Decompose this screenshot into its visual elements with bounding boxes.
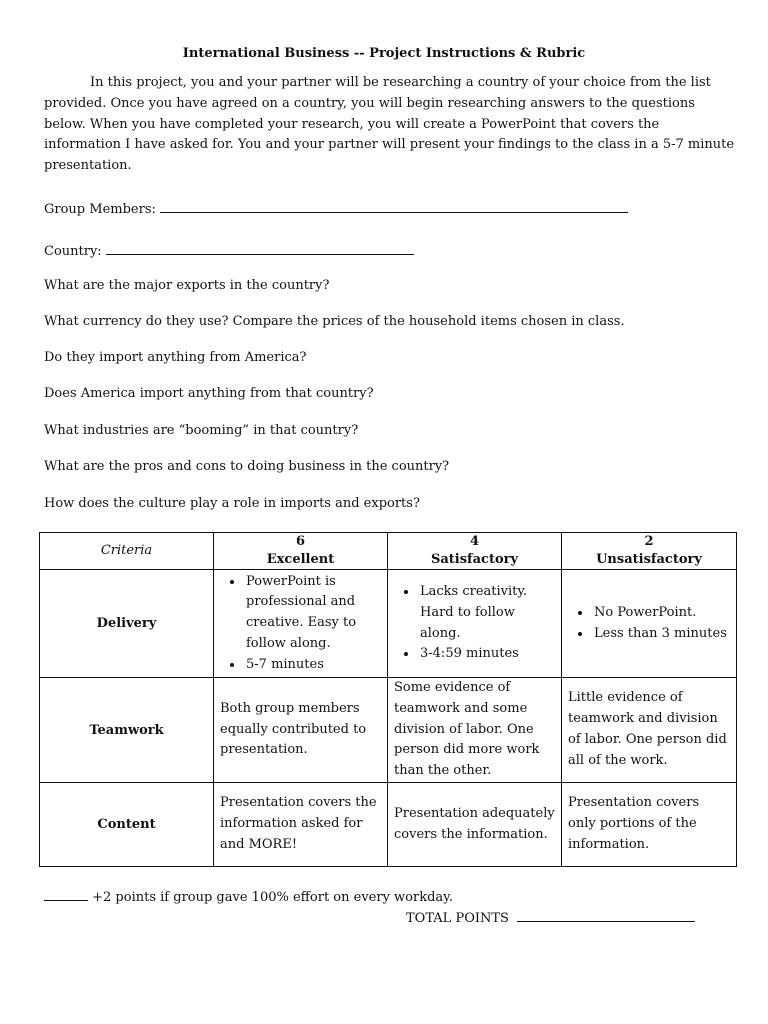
question-pros-cons: What are the pros and cons to doing business in the country? [44,459,450,474]
group-members-blank[interactable] [160,200,628,213]
group-members-label: Group Members: [44,202,156,217]
group-members-field [44,200,628,217]
total-points-blank[interactable] [517,909,695,922]
row-label-teamwork: Teamwork [40,678,214,783]
question-currency: What currency do they use? Compare the prices of the household items chosen in class. [44,314,625,329]
column-points: 2 [644,534,654,549]
list-item: • Less than 3 minutes [592,624,730,645]
country-blank[interactable] [106,242,414,255]
column-label: Unsatisfactory [596,552,702,567]
delivery-excellent-cell [214,570,388,678]
rubric-header-row [40,533,737,570]
question-industries: What industries are “booming” in that country? [44,423,359,438]
total-points-line [406,909,695,926]
column-points: 4 [469,534,480,549]
country-field [44,242,414,259]
bonus-points-line [44,888,453,905]
intro-line: below. When you have completed your research, you will create a PowerPoint that covers the [44,116,660,132]
bonus-points-blank[interactable] [44,888,88,901]
question-america-imports: Does America import anything from that country? [44,386,374,401]
question-exports: What are the major exports in the country? [44,278,330,293]
teamwork-unsatisfactory-cell: Little evidence of teamwork and division of labor. One person did all of the work. [562,678,737,783]
column-header-unsatisfactory [562,533,737,570]
column-label: Satisfactory [430,552,519,567]
rubric-row-content [40,783,737,867]
list-item: • Lacks creativity. Hard to follow along. [418,582,555,644]
list-item: • No PowerPoint. [592,603,730,624]
bonus-points-text: +2 points if group gave 100% effort on every workday. [92,890,453,905]
column-header-excellent [214,533,388,570]
rubric-row-teamwork [40,678,737,783]
intro-paragraph [44,73,734,177]
total-points-label: TOTAL POINTS [406,911,509,926]
country-label: Country: [44,244,102,259]
criteria-header: Criteria [40,533,214,570]
list-item: • PowerPoint is professional and creative. Easy to follow along. [244,572,381,655]
column-header-satisfactory [388,533,562,570]
row-label-content: Content [40,783,214,867]
intro-line: information I have asked for. You and your partner will present your findings to the class in a 5-7 minute [44,137,735,153]
content-excellent-cell: Presentation covers the information asked for and MORE! [214,783,388,867]
question-import-from-america: Do they import anything from America? [44,350,307,365]
question-culture: How does the culture play a role in imports and exports? [44,496,420,511]
intro-line: In this project, you and your partner will be researching a country of your choice from the list [90,75,711,90]
delivery-satisfactory-cell [388,570,562,678]
row-label-delivery: Delivery [40,570,214,678]
column-label: Excellent [266,552,335,567]
intro-line: provided. Once you have agreed on a country, you will begin researching answers to the questions [44,95,695,111]
content-unsatisfactory-cell: Presentation covers only portions of the information. [562,783,737,867]
list-item: • 5-7 minutes [244,655,381,676]
rubric-row-delivery [40,570,737,678]
page-title: International Business -- Project Instructions & Rubric [182,46,586,61]
list-item: • 3-4:59 minutes [418,644,555,665]
teamwork-excellent-cell: Both group members equally contributed to presentation. [214,678,388,783]
intro-line: presentation. [44,158,132,174]
content-satisfactory-cell: Presentation adequately covers the information. [388,783,562,867]
teamwork-satisfactory-cell: Some evidence of teamwork and some division of labor. One person did more work than the other. [388,678,562,783]
rubric-table [39,532,737,867]
delivery-unsatisfactory-cell [562,570,737,678]
column-points: 6 [295,534,306,549]
